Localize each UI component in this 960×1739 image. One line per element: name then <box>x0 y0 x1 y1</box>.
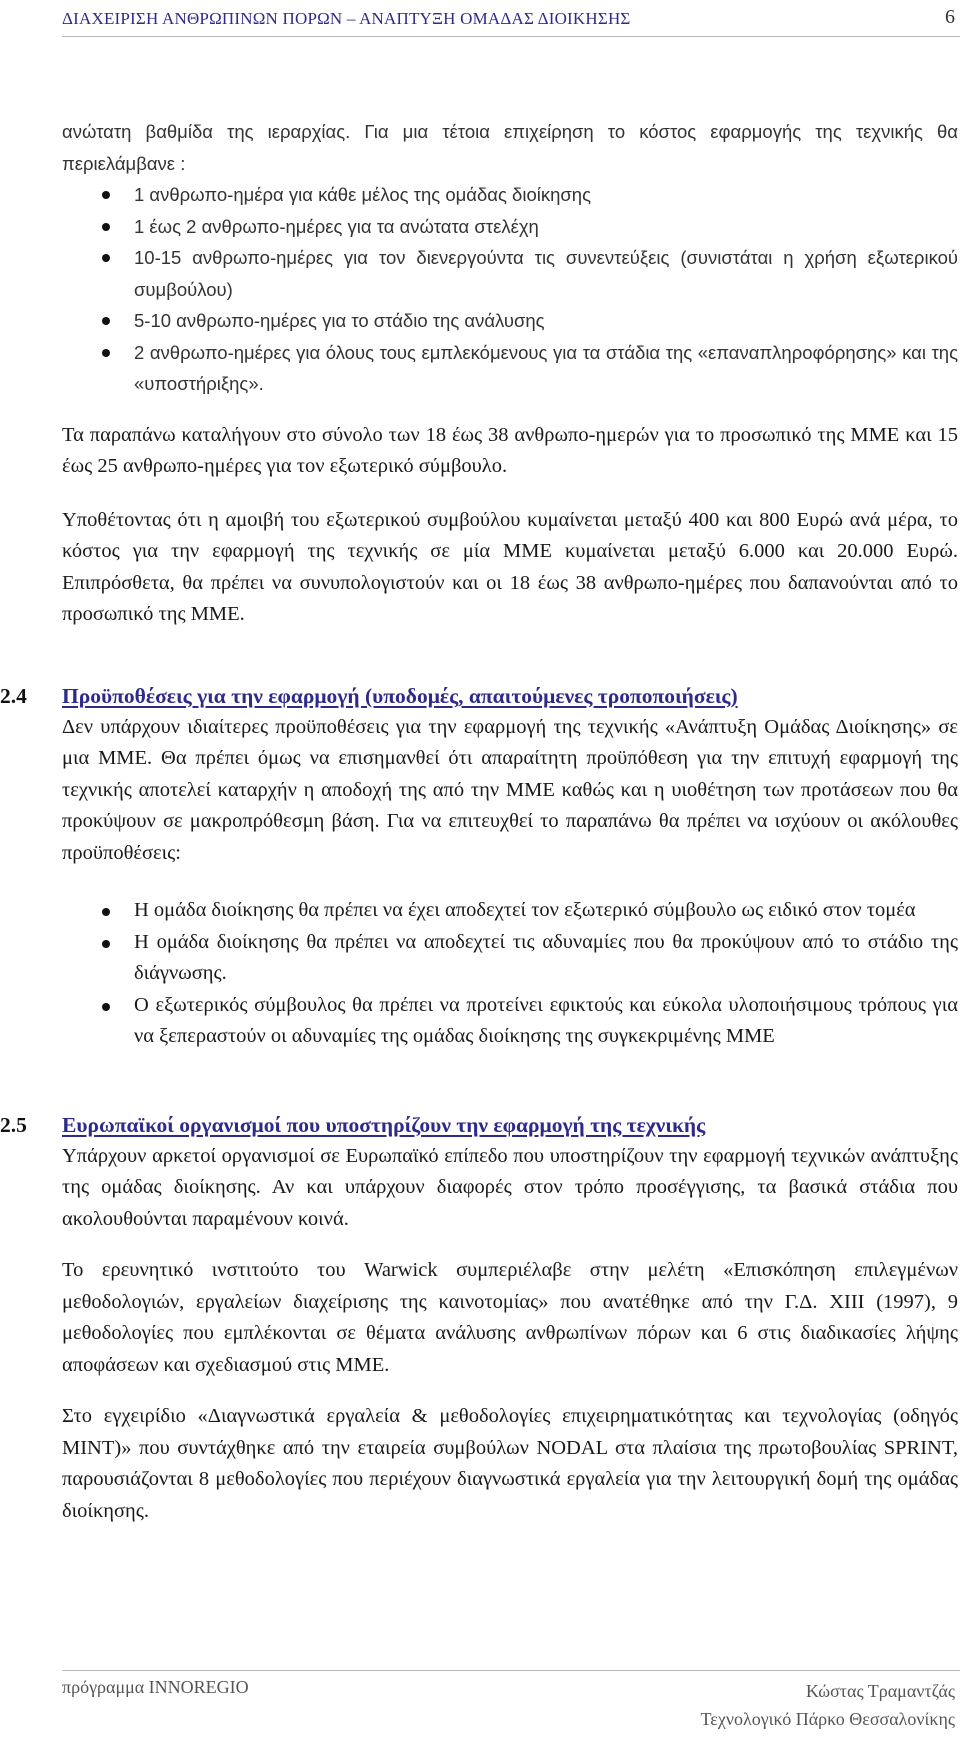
section-2-4-body: Δεν υπάρχουν ιδιαίτερες προϋποθέσεις για την εφαρμογή της τεχνικής «Ανάπτυξη Ομάδας Διοίκησης» σε μια ΜΜΕ. Θα πρέπει όμως να επισημανθεί ότι απαραίτητη προϋπόθεση για την επιτυχή εφαρμογή της τεχνικής αποτελεί καταρχήν η αποδοχή της από την ΜΜΕ καθώς και η υιοθέτηση των προτάσεων που θα προκύψουν σε μακροπρόθεσμη βάση. Για να επιτευχθεί το παραπάνω θα πρέπει να ισχύουν οι ακόλουθες προϋποθέσεις: <box>62 715 958 864</box>
footer-program: πρόγραμμα INNOREGIO <box>62 1677 249 1697</box>
section-heading-2-4 <box>0 680 958 712</box>
section-2-5-paragraph-1: Υπάρχουν αρκετοί οργανισμοί σε Ευρωπαϊκό επίπεδο που υποστηρίζουν την εφαρμογή τεχνικών ανάπτυξης της ομάδας διοίκησης. Αν και υπάρχουν διαφορές στον τρόπο προσέγγισης, τα βασικά στάδια που ακολουθούνται παραμένουν κοινά. <box>62 1144 958 1230</box>
list-item: 10-15 ανθρωπο-ημέρες για τον διενεργούντα τις συνεντεύξεις (συνιστάται η χρήση εξωτερικού συμβούλου) <box>62 242 958 305</box>
list-item: 5-10 ανθρωπο-ημέρες για το στάδιο της ανάλυσης <box>62 305 958 337</box>
page-number: 6 <box>945 6 955 28</box>
footer-author-block <box>701 1677 955 1733</box>
list-item: 1 ανθρωπο-ημέρα για κάθε μέλος της ομάδας διοίκησης <box>62 179 958 211</box>
bullet-icon <box>102 317 110 325</box>
bullet-icon <box>102 940 110 948</box>
bullet-icon <box>102 349 110 357</box>
running-title: ΔΙΑΧΕΙΡΙΣΗ ΑΝΘΡΩΠΙΝΩΝ ΠΟΡΩΝ – ΑΝΑΠΤΥΞΗ ΟΜΑΔΑΣ ΔΙΟΙΚΗΣΗΣ <box>62 9 631 28</box>
section-2-5-paragraph-2: Το ερευνητικό ινστιτούτο του Warwick συμπεριέλαβε στην μελέτη «Επισκόπηση επιλεγμένων μεθοδολογιών, εργαλείων διαχείρισης της καινοτομίας» που ανατέθηκε από την Γ.Δ. ΧΙΙΙ (1997), 9 μεθοδολογίες που εμπλέκονται σε θέματα ανάλυσης ανθρωπίνων πόρων και 6 στις διαδικασίες λήψης αποφάσεων και σχεδιασμού στις ΜΜΕ. <box>62 1259 958 1376</box>
section-heading-2-5 <box>0 1109 958 1141</box>
prerequisites-list <box>62 895 958 1053</box>
footer-author: Κώστας Τραμαντζάς <box>805 1681 955 1701</box>
footer-organization: Τεχνολογικό Πάρκο Θεσσαλονίκης <box>700 1709 955 1729</box>
list-item: 1 έως 2 ανθρωπο-ημέρες για τα ανώτατα στελέχη <box>62 211 958 243</box>
list-item: 2 ανθρωπο-ημέρες για όλους τους εμπλεκόμενους για τα στάδια της «επαναπληροφόρησης» και της «υποστήριξης». <box>62 337 958 400</box>
bullet-icon <box>102 1003 110 1011</box>
cost-paragraph: Υποθέτοντας ότι η αμοιβή του εξωτερικού συμβούλου κυμαίνεται μεταξύ 400 και 800 Ευρώ ανά μέρα, το κόστος για την εφαρμογή της τεχνικής σε μία ΜΜΕ κυμαίνεται μεταξύ 6.000 και 20.000 Ευρώ. Επιπρόσθετα, θα πρέπει να συνυπολογιστούν και οι 18 έως 38 ανθρωπο-ημέρες που δαπανούνται από το προσωπικό της ΜΜΕ. <box>62 508 958 625</box>
section-number: 2.4 <box>0 683 27 708</box>
bullet-icon <box>102 223 110 231</box>
list-item: Η ομάδα διοίκησης θα πρέπει να αποδεχτεί τις αδυναμίες που θα προκύψουν από το στάδιο της διάγνωσης. <box>62 927 958 990</box>
section-2-5-paragraph-3: Στο εγχειρίδιο «Διαγνωστικά εργαλεία & μεθοδολογίες επιχειρηματικότητας και τεχνολογίας (οδηγός MINT)» που συντάχθηκε από την εταιρεία συμβούλων NODAL στα πλαίσια της πρωτοβουλίας SPRINT, παρουσιάζονται 8 μεθοδολογίες που περιέχουν διαγνωστικά εργαλεία για την λειτουργική δομή της ομάδας διοίκησης. <box>62 1405 958 1522</box>
bullet-icon <box>102 908 110 916</box>
summary-paragraph: Τα παραπάνω καταλήγουν στο σύνολο των 18 έως 38 ανθρωπο-ημερών για το προσωπικό της ΜΜΕ και 15 έως 25 ανθρωπο-ημέρες για τον εξωτερικό σύμβουλο. <box>62 423 958 477</box>
bullet-icon <box>102 191 110 199</box>
intro-paragraph: ανώτατη βαθμίδα της ιεραρχίας. Για μια τέτοια επιχείρηση το κόστος εφαρμογής της τεχνικής θα περιελάμβανε : <box>62 121 958 174</box>
list-item: Ο εξωτερικός σύμβουλος θα πρέπει να προτείνει εφικτούς και εύκολα υλοποιήσιμους τρόπους για να ξεπεραστούν οι αδυναμίες της ομάδας διοίκησης της συγκεκριμένης ΜΜΕ <box>62 990 958 1053</box>
bullet-icon <box>102 254 110 262</box>
section-number: 2.5 <box>0 1112 27 1137</box>
page-content <box>0 116 958 1527</box>
cost-list <box>62 179 958 400</box>
list-item: Η ομάδα διοίκησης θα πρέπει να έχει αποδεχτεί τον εξωτερικό σύμβουλο ως ειδικό στον τομέα <box>62 895 958 927</box>
section-title: Ευρωπαϊκοί οργανισμοί που υποστηρίζουν την εφαρμογή της τεχνικής <box>62 1112 706 1137</box>
section-title: Προϋποθέσεις για την εφαρμογή (υποδομές, απαιτούμενες τροποποιήσεις) <box>62 683 738 708</box>
page-header <box>62 4 960 37</box>
page-footer <box>62 1670 960 1737</box>
